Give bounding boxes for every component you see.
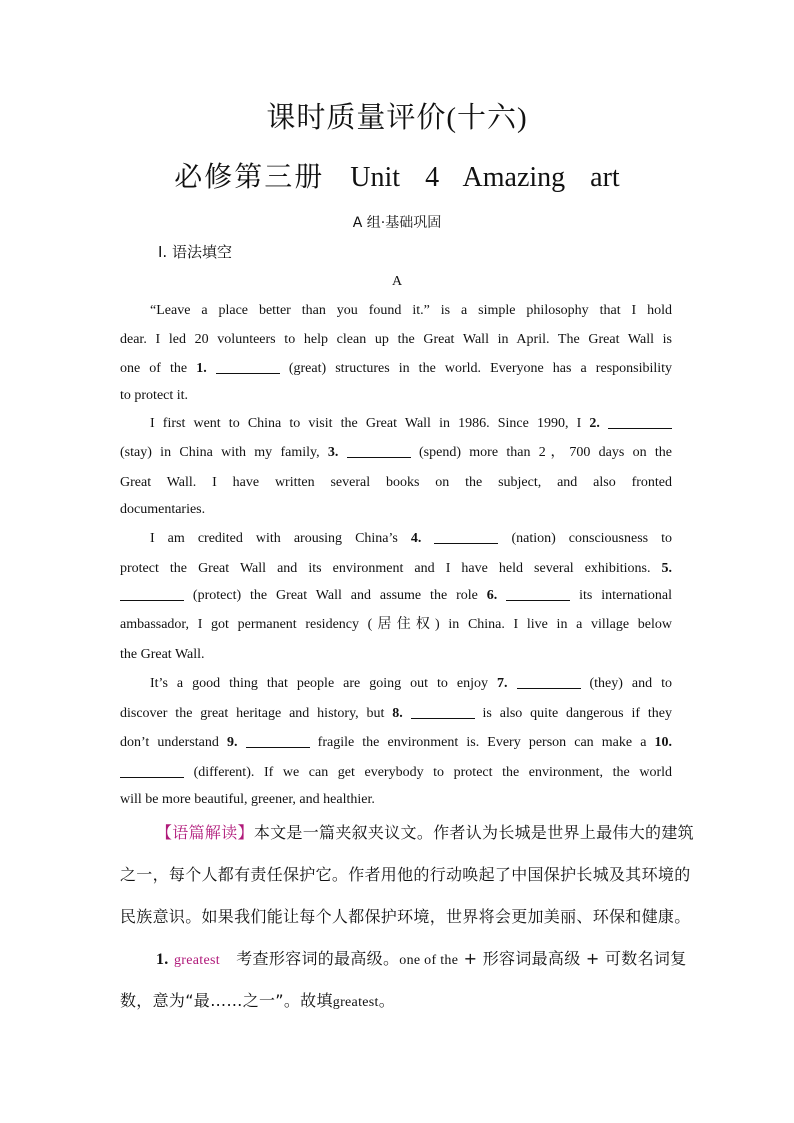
answer-blank[interactable] [608, 414, 672, 429]
answer-blank[interactable] [517, 674, 581, 689]
answer-line [156, 946, 687, 969]
answer-blank[interactable] [120, 586, 184, 601]
answer-text: + 形容词最高级 + 可数名词复 [463, 949, 687, 968]
analysis-line: 之一，每个人都有责任保护它。作者用他的行动唤起了中国保护长城及其环境的 [120, 865, 691, 884]
section-heading: Ⅰ. 语法填空 [158, 243, 232, 261]
passage-line [120, 586, 672, 606]
blank-number: 7. [497, 676, 508, 691]
passage-line: to protect it. [120, 388, 189, 403]
answer-word: greatest [174, 953, 220, 968]
blank-number: 10. [654, 735, 673, 750]
passage-line [120, 704, 672, 724]
analysis-tag: 【语篇解读】 [156, 823, 254, 842]
passage-line [120, 443, 672, 463]
blank-number: 9. [226, 735, 238, 750]
text-segment: (stay) in China with my family, [120, 445, 320, 460]
answer-text: 考查形容词的最高级。 [236, 949, 400, 968]
text-segment: It’s a good thing that people are going out to enjoy [150, 676, 488, 691]
passage-line: “Leave a place better than you found it.” is a simple philosophy that I hold [150, 303, 672, 318]
text-segment: (nation) consciousness to [511, 531, 673, 546]
text-segment: (they) and to [589, 676, 673, 691]
blank-number: 8. [392, 706, 403, 721]
passage-line: dear. I led 20 volunteers to help clean up the Great Wall in April. The Great Wall is [120, 332, 672, 347]
passage-line [120, 559, 672, 579]
analysis-line [156, 820, 694, 843]
text-segment: (protect) the Great Wall and assume the role [192, 588, 478, 603]
answer-blank[interactable] [347, 443, 411, 458]
answer-number: 1. [156, 951, 169, 968]
unit-name: Unit 4 Amazing art [350, 162, 620, 193]
answer-text: 数，意为“最……之一”。故填 [120, 991, 333, 1010]
passage-line [150, 529, 672, 549]
text-segment: I am credited with arousing China’s [150, 531, 398, 546]
text-segment: protect the Great Wall and its environment and I have held several exhibitions. [120, 561, 651, 576]
passage-line [150, 674, 672, 694]
passage-line: documentaries. [120, 502, 206, 517]
passage-line: Great Wall. I have written several books on the subject, and also fronted [120, 475, 672, 490]
blank-number: 2. [589, 416, 600, 431]
answer-blank[interactable] [246, 733, 310, 748]
blank-number: 4. [410, 531, 422, 546]
text-segment: one of the [120, 361, 188, 376]
answer-line [120, 988, 674, 1011]
passage-line [120, 359, 672, 379]
answer-text: 。 [378, 991, 396, 1010]
text-segment: (different). If we can get everybody to protect the environment, the world [193, 765, 673, 780]
text-segment: (great) structures in the world. Everyone has a responsibility [288, 361, 673, 376]
answer-blank[interactable] [216, 359, 280, 374]
passage-label: A [391, 274, 403, 289]
page-title: 课时质量评价(十六) [266, 102, 528, 134]
passage-line [120, 763, 672, 783]
answer-word: greatest [332, 995, 379, 1010]
blank-number: 5. [661, 561, 673, 576]
answer-blank[interactable] [434, 529, 498, 544]
blank-number: 6. [486, 588, 498, 603]
book-name: 必修第三册 [174, 162, 325, 193]
text-segment: I first went to China to visit the Great Wall in 1986. Since 1990, I [150, 416, 582, 431]
page-subtitle [0, 155, 794, 195]
text-segment: (spend) more than 2，700 days on the [419, 445, 672, 460]
passage-line: will be more beautiful, greener, and healthier. [120, 792, 375, 807]
answer-blank[interactable] [506, 586, 570, 601]
blank-number: 1. [196, 361, 207, 376]
text-segment: is also quite dangerous if they [482, 706, 672, 721]
text-segment: its international [579, 588, 673, 603]
passage-line [150, 414, 672, 434]
passage-line: ambassador, I got permanent residency (居住权) in China. I live in a village below [120, 617, 672, 632]
text-segment: don’t understand [120, 735, 219, 750]
answer-text-en: one of the [399, 953, 459, 968]
answer-blank[interactable] [411, 704, 475, 719]
text-segment: fragile the environment is. Every person can make a [317, 735, 647, 750]
answer-blank[interactable] [120, 763, 184, 778]
passage-line [120, 733, 672, 753]
text-segment: discover the great heritage and history, but [120, 706, 385, 721]
group-heading: A 组·基础巩固 [352, 215, 442, 231]
analysis-text: 本文是一篇夹叙夹议文。作者认为长城是世界上最伟大的建筑 [253, 823, 694, 842]
analysis-line: 民族意识。如果我们能让每个人都保护环境，世界将会更加美丽、环保和健康。 [120, 907, 691, 926]
passage-line: the Great Wall. [120, 647, 205, 662]
blank-number: 3. [327, 445, 339, 460]
